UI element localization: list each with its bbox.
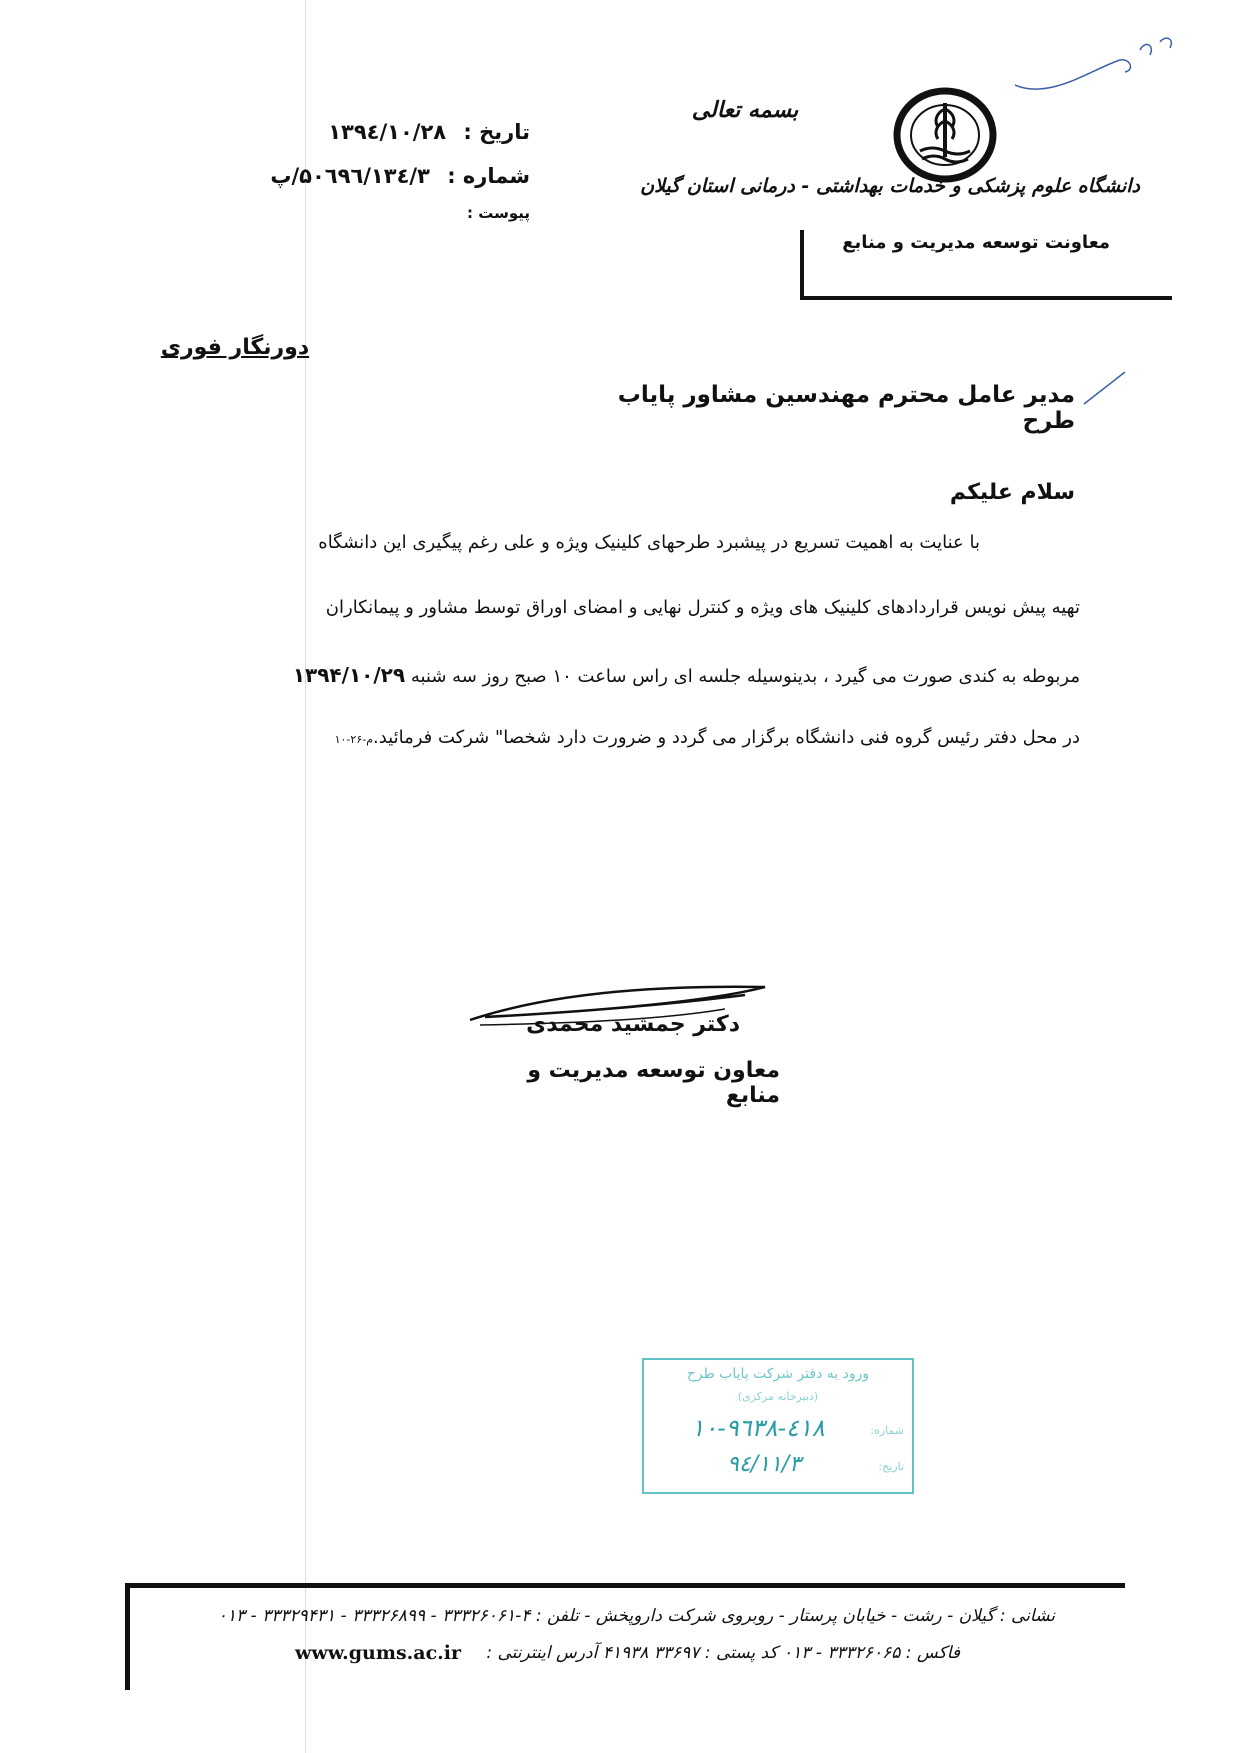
- scanner-line: [305, 0, 306, 1753]
- greeting: سلام علیکم: [949, 480, 1075, 505]
- body-line-2: تهیه پیش نویس قراردادهای کلینیک های ویژه و کنترل نهایی و امضای اوراق توسط مشاور و پیمانکاران: [325, 597, 1080, 618]
- body-line-4-text: در محل دفتر رئیس گروه فنی دانشگاه برگزار می گردد و ضرورت دارد شخصا" شرکت فرمائید.: [373, 727, 1080, 748]
- meeting-date: ۱۳۹۴/۱۰/۲۹: [292, 663, 406, 687]
- stamp-date: ۹٤/۱۱/۳: [727, 1452, 801, 1477]
- receipt-stamp: [642, 1358, 914, 1494]
- urgent-fax-heading: دورنگار فوری: [160, 335, 310, 360]
- footer-bracket: [125, 1583, 1125, 1690]
- body-line-1: با عنایت به اهمیت تسریع در پیشبرد طرحهای کلینیک ویژه و علی رغم پیگیری این دانشگاه: [318, 532, 980, 553]
- attachment-label: پیوست :: [466, 204, 530, 222]
- number-value: ۵۰٦۹٦/۱۳٤/۳/پ: [270, 164, 430, 188]
- university-name: دانشگاه علوم پزشکی و خدمات بهداشتی - درمانی استان گیلان: [640, 175, 1140, 197]
- stamp-title: ورود به دفتر شرکت پایاب طرح: [686, 1366, 870, 1382]
- handwritten-note-icon: [1010, 30, 1180, 100]
- stamp-subtitle: (دبیرخانه مرکزی): [737, 1390, 819, 1403]
- number-row: [240, 164, 530, 194]
- signer-title: معاون توسعه مدیریت و منابع: [527, 1058, 780, 1108]
- body-line-3-text: مربوطه به کندی صورت می گیرد ، بدینوسیله جلسه ای راس ساعت ۱۰ صبح روز سه شنبه: [410, 666, 1080, 687]
- recipient-line: مدیر عامل محترم مهندسین مشاور پایاب طرح: [617, 382, 1075, 434]
- date-row: [240, 120, 530, 150]
- number-label: شماره :: [447, 164, 530, 188]
- university-logo-icon: [890, 85, 1000, 185]
- stamp-number-label: شماره:: [870, 1424, 904, 1437]
- body-line-4: [170, 727, 1080, 763]
- date-label: تاریخ :: [463, 120, 530, 144]
- slash-mark-icon: [1080, 368, 1130, 408]
- stamp-date-label: تاریخ:: [878, 1460, 904, 1473]
- reference-code: م-۲۶-۱۰: [334, 733, 374, 746]
- signer-name: دکتر جمشید محمدی: [526, 1012, 740, 1037]
- vice-department-heading: معاونت توسعه مدیریت و منابع: [842, 232, 1110, 253]
- bismillah-heading: بسمه تعالی: [691, 98, 799, 123]
- body-line-3: [170, 663, 1080, 699]
- footer-fax-postal: فاکس : ۳۳۳۲۶۰۶۵ - ۰۱۳ کد پستی : ۳۳۶۹۷ ۴۱۹۳۸ آدرس اینترنتی :: [486, 1643, 960, 1663]
- footer-address: نشانی : گیلان - رشت - خیابان پرستار - روبروی شرکت داروپخش - تلفن : ۴-۳۳۳۲۶۰۶۱ - ۳۳۳۲۶۸۹۹ - ۳۳۳۲۹۴۳۱ - ۰۱۳: [217, 1606, 1055, 1626]
- stamp-number: ۱۰-۹٤-٦٣٨۱۸: [691, 1414, 825, 1442]
- website-link[interactable]: www.gums.ac.ir: [295, 1642, 462, 1664]
- date-value: ۱۳۹٤/۱۰/۲۸: [328, 120, 447, 144]
